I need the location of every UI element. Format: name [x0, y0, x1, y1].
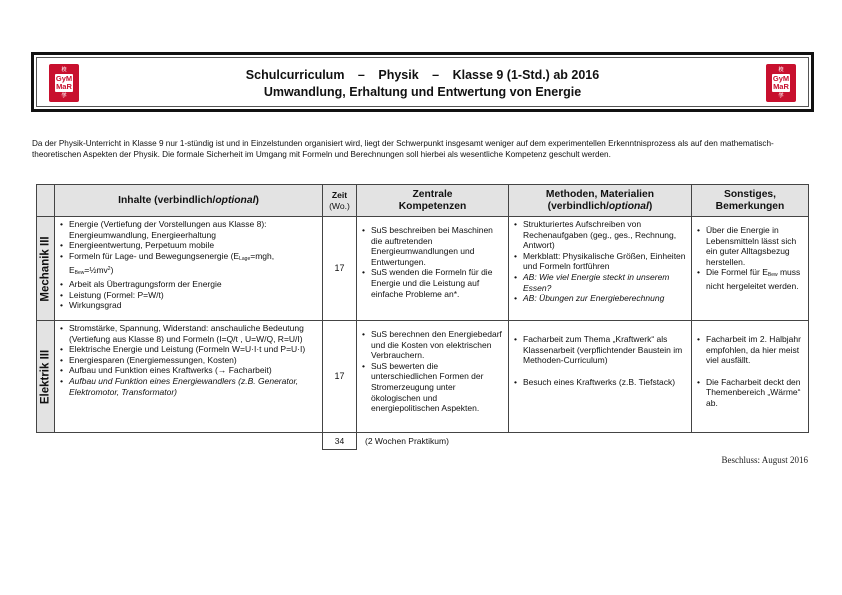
table-header-row — [37, 185, 809, 217]
list-item: • Leistung (Formel: P=W/t) — [59, 290, 318, 301]
header-inhalte-end: ) — [255, 194, 259, 206]
page-title — [97, 67, 748, 84]
header-zeit-line2: (Wo.) — [329, 200, 350, 211]
header-methoden-optional: optional — [608, 200, 649, 212]
empty-cell — [55, 433, 323, 450]
zeit-cell: 17 — [323, 321, 357, 433]
methoden-cell — [509, 217, 692, 321]
list-item: • SuS wenden die Formeln für die Energie und die Leistung auf einfache Probleme an*. — [361, 267, 504, 299]
list-item — [696, 267, 804, 291]
title-subject: Physik — [378, 68, 419, 82]
title-grade: Klasse 9 (1-Std.) ab 2016 — [452, 68, 600, 82]
methoden-cell — [509, 321, 692, 433]
formula-sub: Bew — [74, 270, 85, 277]
inhalte-cell — [55, 217, 323, 321]
header-methoden-end: ) — [648, 200, 653, 212]
list-item: • SuS bewerten die unterschiedlichen Formen der Stromerzeugung unter ökologischen und energiepolitischen Aspekten. — [361, 361, 504, 414]
list-item: • Die Facharbeit deckt den Themenbereich „Wärme“ ab. — [696, 377, 804, 409]
formula-text: =mgh, E — [69, 250, 275, 276]
school-logo-left — [49, 64, 79, 102]
formula-sup: 2 — [107, 266, 111, 273]
title-dash: – — [357, 68, 365, 82]
table-row — [37, 321, 809, 433]
empty-cell — [37, 433, 55, 450]
list-item: • AB: Wie viel Energie steckt in unserem Essen? — [513, 272, 687, 293]
formula-text: Formeln für Lage- und Bewegungsenergie (E — [69, 250, 240, 261]
header-sonstiges-line2: Bemerkungen — [715, 200, 785, 212]
note-text: Die Formel für E — [706, 267, 768, 278]
section-label-cell — [37, 217, 55, 321]
list-item: • Energiesparen (Energiemessungen, Kosten) — [59, 355, 318, 366]
list-item: • AB: Übungen zur Energieberechnung — [513, 293, 687, 304]
header-sonstiges-line1: Sonstiges, — [723, 188, 777, 200]
kompetenzen-cell — [357, 321, 509, 433]
sonstiges-list — [692, 217, 808, 294]
section-label: Mechanik III — [39, 235, 52, 302]
formula-text: ) — [110, 265, 114, 276]
sonstiges-cell — [692, 217, 809, 321]
formula-text: =½mv — [84, 265, 108, 276]
page-subtitle: Umwandlung, Erhaltung und Entwertung von Energie — [263, 85, 582, 99]
title-curriculum: Schulcurriculum — [245, 68, 345, 82]
list-item: • Facharbeit im 2. Halbjahr empfohlen, da hier meist viel ausfällt. — [696, 334, 804, 366]
intro-paragraph: Da der Physik-Unterricht in Klasse 9 nur 1-stündig ist und in Einzelstunden organisiert wird, liegt der Schwerpunkt insgesamt weniger auf dem experimentellen Erkenntnisprozess als auf den mathematisch-theoretischen Aspekten der Physik. Die formale Sicherheit im Umgang mit Formeln und Berechnungen soll hierbei als wesentliche Kompetenz geschult werden. — [32, 139, 774, 159]
methoden-list — [509, 217, 691, 306]
inhalte-list — [55, 217, 322, 313]
list-item: • SuS berechnen den Energiebedarf und die Kosten von elektrischen Verbrauchern. — [361, 329, 504, 361]
total-row — [37, 433, 809, 450]
table-row — [37, 217, 809, 321]
title-dash: – — [432, 68, 440, 82]
logo-line1: GyM — [772, 74, 790, 83]
total-note: (2 Wochen Praktikum) — [365, 435, 449, 446]
section-label-cell — [37, 321, 55, 433]
header-inhalte-optional: optional — [215, 194, 256, 206]
list-item: • Aufbau und Funktion eines Kraftwerks (→ Facharbeit) — [59, 365, 318, 376]
school-logo-right — [766, 64, 796, 102]
logo-line2: MaR — [773, 82, 789, 91]
list-item: • Wirkungsgrad — [59, 300, 318, 311]
header-zeit — [323, 185, 357, 217]
logo-line1: GyM — [55, 74, 73, 83]
list-item: • Facharbeit zum Thema „Kraftwerk“ als Klassenarbeit (verpflichtender Baustein im Methoden-Curriculum) — [513, 334, 687, 366]
list-item: • Energie (Vertiefung der Vorstellungen aus Klasse 8): Energieumwandlung, Energieerhaltung — [59, 219, 318, 240]
header-inhalte — [55, 185, 323, 217]
list-item: • Strukturiertes Aufschreiben von Rechenaufgaben (geg., ges., Rechnung, Antwort) — [513, 219, 687, 251]
logo-bottom-mark: 学 — [61, 93, 67, 99]
logo-bottom-mark: 学 — [778, 93, 784, 99]
header-inner-frame — [36, 57, 809, 107]
list-item: • Stromstärke, Spannung, Widerstand: anschauliche Bedeutung (Vertiefung aus Klasse 8) und Formeln (I=Q/t , U=W/Q, R=U/I) — [59, 323, 318, 344]
sonstiges-list — [692, 321, 808, 411]
logo-text — [55, 74, 73, 92]
formula-sub: Bew — [767, 272, 778, 279]
header-kompetenzen-line2: Kompetenzen — [398, 200, 467, 212]
header-kompetenzen-line1: Zentrale — [412, 188, 453, 200]
list-item: • Elektrische Energie und Leistung (Formeln W=U·I·t und P=U·I) — [59, 344, 318, 355]
list-item: • Besuch eines Kraftwerks (z.B. Tiefstack) — [513, 377, 687, 388]
total-weeks: 34 — [323, 433, 357, 450]
list-item: • Merkblatt: Physikalische Größen, Einheiten und Formeln fortführen — [513, 251, 687, 272]
header-methoden-line2: (verbindlich/ — [547, 200, 609, 212]
note-text: muss nicht hergeleitet werden. — [706, 267, 801, 291]
list-item — [59, 251, 318, 279]
header-blank — [37, 185, 55, 217]
section-label: Elektrik III — [39, 349, 52, 404]
header-methoden — [509, 185, 692, 217]
list-item: • SuS beschreiben bei Maschinen die auftretenden Energieumwandlungen und Entwertungen. — [361, 225, 504, 267]
logo-text — [772, 74, 790, 92]
kompetenzen-list — [357, 321, 508, 416]
inhalte-cell — [55, 321, 323, 433]
document-header — [31, 52, 814, 112]
kompetenzen-list — [357, 217, 508, 301]
kompetenzen-cell — [357, 217, 509, 321]
sonstiges-cell — [692, 321, 809, 433]
header-methoden-line1: Methoden, Materialien — [545, 188, 655, 200]
header-sonstiges — [692, 185, 809, 217]
logo-line2: MaR — [56, 82, 72, 91]
list-item: • Über die Energie in Lebensmitteln lässt sich ein guter Alltagsbezug herstellen. — [696, 225, 804, 267]
methoden-list — [509, 321, 691, 389]
curriculum-table — [36, 184, 809, 450]
logo-top-mark: 校 — [61, 67, 67, 73]
header-zeit-line1: Zeit — [331, 190, 348, 200]
zeit-cell: 17 — [323, 217, 357, 321]
title-block — [97, 67, 748, 101]
list-item: • Energieentwertung, Perpetuum mobile — [59, 240, 318, 251]
header-inhalte-text: Inhalte (verbindlich/ — [118, 194, 216, 206]
list-item: • Arbeit als Übertragungsform der Energie — [59, 279, 318, 290]
resolution-date: Beschluss: August 2016 — [721, 455, 808, 465]
formula-sub: Lage — [239, 255, 251, 262]
header-kompetenzen — [357, 185, 509, 217]
inhalte-list — [55, 321, 322, 399]
logo-top-mark: 校 — [778, 67, 784, 73]
list-item: • Aufbau und Funktion eines Energiewandlers (z.B. Generator, Elektromotor, Transformator) — [59, 376, 318, 397]
